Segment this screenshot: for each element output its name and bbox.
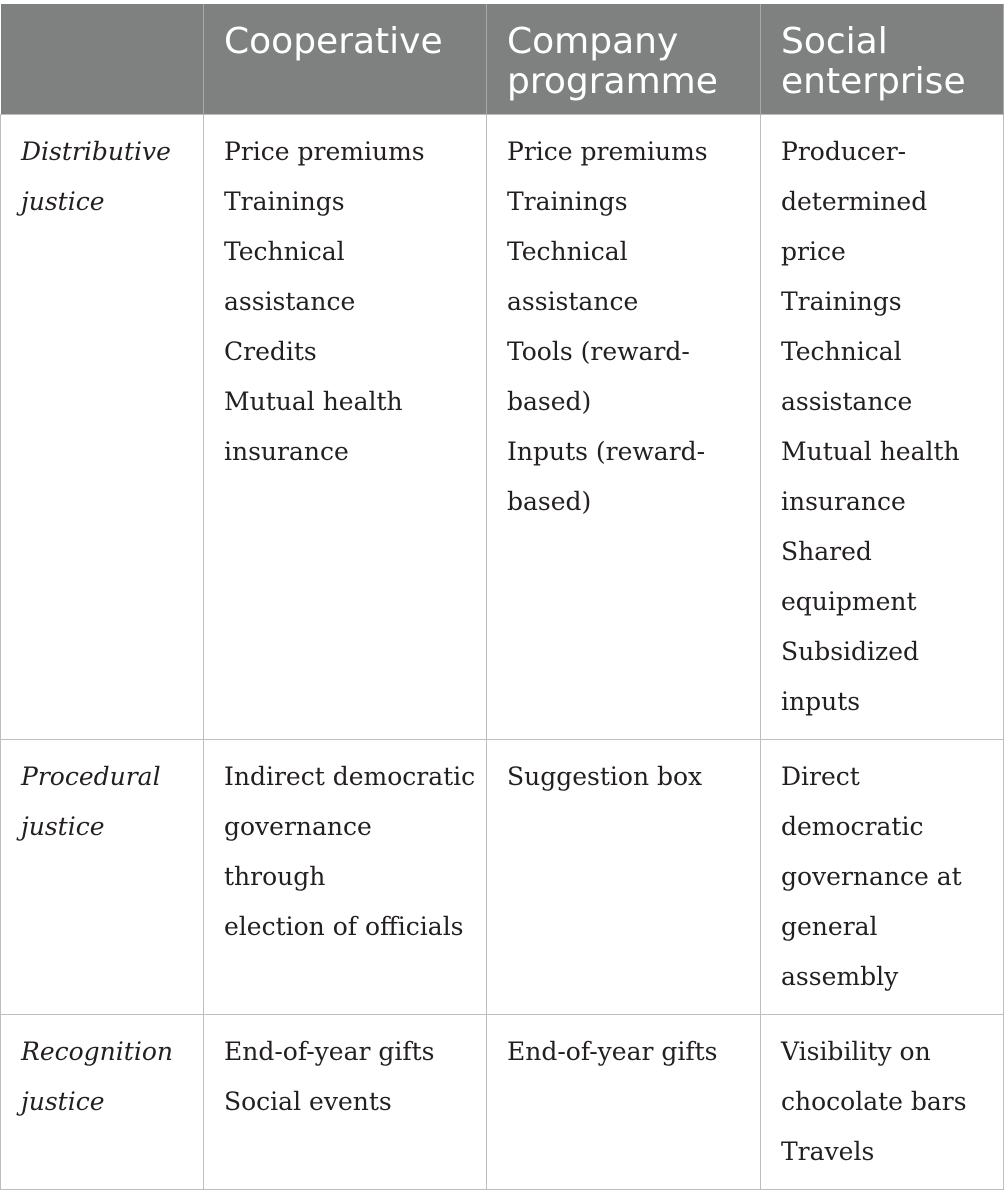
- cell-line: governance at: [781, 862, 962, 891]
- cell-company-procedural: [487, 740, 761, 1015]
- row-label-distributive: [1, 115, 204, 740]
- cell-line: End-of-year gifts: [224, 1037, 435, 1066]
- header-empty-cell: [1, 4, 204, 115]
- row-label-line: Recognition: [21, 1037, 173, 1066]
- cell-line: Shared: [781, 537, 872, 566]
- cell-line: Inputs (reward-: [507, 437, 706, 466]
- cell-line: Trainings: [224, 187, 345, 216]
- cell-company-recognition: [487, 1015, 761, 1190]
- row-label-procedural: [1, 740, 204, 1015]
- cell-line: insurance: [224, 437, 349, 466]
- cell-line: Travels: [781, 1137, 875, 1166]
- cell-line: Producer-: [781, 137, 907, 166]
- cell-social-procedural: [761, 740, 1004, 1015]
- cell-line: Trainings: [507, 187, 628, 216]
- cell-social-recognition: [761, 1015, 1004, 1190]
- cell-line: Credits: [224, 337, 317, 366]
- cell-line: chocolate bars: [781, 1087, 967, 1116]
- cell-social-distributive: [761, 115, 1004, 740]
- cell-line: equipment: [781, 587, 917, 616]
- header-social-enterprise: [761, 4, 1004, 115]
- cell-line: Subsidized inputs: [781, 637, 920, 716]
- cell-line: Price premiums: [507, 137, 708, 166]
- header-company-line2: programme: [507, 61, 718, 102]
- row-label-recognition: [1, 1015, 204, 1190]
- cell-line: Tools (reward-: [507, 337, 690, 366]
- header-cooperative: [204, 4, 487, 115]
- cell-line: governance through: [224, 812, 372, 891]
- cell-line: democratic: [781, 812, 924, 841]
- table-row-procedural: [1, 740, 1004, 1015]
- row-label-line: justice: [21, 812, 105, 841]
- cell-line: Technical: [781, 337, 902, 366]
- cell-cooperative-recognition: [204, 1015, 487, 1190]
- cell-line: assistance: [781, 387, 913, 416]
- cell-line: Trainings: [781, 287, 902, 316]
- cell-line: Visibility on: [781, 1037, 931, 1066]
- header-social-line1: Social: [781, 21, 888, 62]
- cell-line: End-of-year gifts: [507, 1037, 718, 1066]
- cell-line: Direct: [781, 762, 860, 791]
- header-company-programme: [487, 4, 761, 115]
- cell-line: general assembly: [781, 912, 899, 991]
- table-row-recognition: [1, 1015, 1004, 1190]
- header-company-line1: Company: [507, 21, 679, 62]
- cell-cooperative-procedural: [204, 740, 487, 1015]
- header-row: [1, 4, 1004, 115]
- cell-cooperative-distributive: [204, 115, 487, 740]
- row-label-line: Procedural: [21, 762, 161, 791]
- table-row-distributive: [1, 115, 1004, 740]
- cell-company-distributive: [487, 115, 761, 740]
- cell-line: Suggestion box: [507, 762, 703, 791]
- cell-line: Mutual health: [781, 437, 960, 466]
- cell-line: Mutual health: [224, 387, 403, 416]
- row-label-line: justice: [21, 187, 105, 216]
- cell-line: based): [507, 387, 592, 416]
- cell-line: election of officials: [224, 912, 464, 941]
- header-cooperative-text: Cooperative: [224, 21, 443, 62]
- row-label-line: Distributive: [21, 137, 171, 166]
- header-social-line2: enterprise: [781, 61, 966, 102]
- row-label-line: justice: [21, 1087, 105, 1116]
- cell-line: Indirect democratic: [224, 762, 476, 791]
- cell-line: based): [507, 487, 592, 516]
- cell-line: Technical assistance: [224, 237, 356, 316]
- cell-line: Price premiums: [224, 137, 425, 166]
- cell-line: determined price: [781, 187, 928, 266]
- justice-table: [0, 4, 1004, 1190]
- cell-line: insurance: [781, 487, 906, 516]
- cell-line: Social events: [224, 1087, 392, 1116]
- cell-line: Technical assistance: [507, 237, 639, 316]
